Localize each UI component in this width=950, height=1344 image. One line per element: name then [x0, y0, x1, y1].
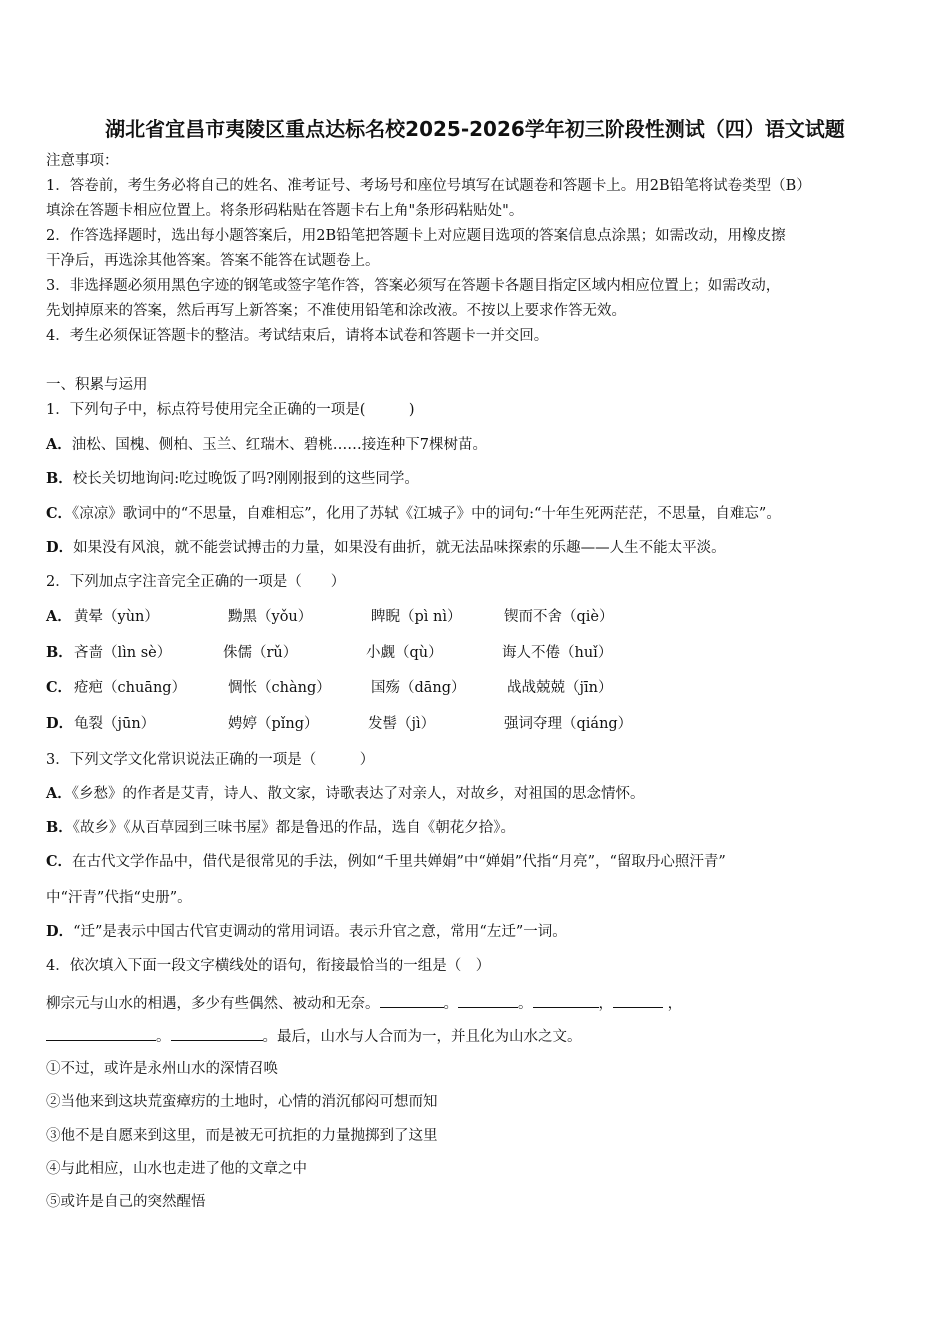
answer-blank[interactable] — [458, 993, 518, 1008]
question-4-choice: ①不过，或许是永州山水的深情召唤 — [46, 1061, 278, 1077]
question-1-option-d: D．如果没有风浪，就不能尝试搏击的力量，如果没有曲折，就无法品味探索的乐趣——人生不能太平淡。 — [46, 539, 726, 556]
question-4-passage: 柳宗元与山水的相遇，多少有些偶然、被动和无奈。 。 。 ， ， — [46, 993, 682, 1013]
answer-blank[interactable] — [613, 993, 663, 1008]
answer-blank[interactable] — [46, 1026, 156, 1041]
question-4-stem: 4．依次填入下面一段文字横线处的语句，衔接最恰当的一组是（ ） — [46, 958, 491, 974]
question-2-option-a: A． 黄晕（yùn） 黝黑（yǒu） 睥睨（pì nì） 锲而不舍（qiè） — [46, 608, 614, 625]
question-3-option-a: A．《乡愁》的作者是艾青，诗人、散文家，诗歌表达了对亲人，对故乡，对祖国的思念情怀。 — [46, 785, 645, 802]
answer-blank[interactable] — [380, 993, 444, 1008]
question-1-option-c: C．《凉凉》歌词中的“不思量，自难相忘”，化用了苏轼《江城子》中的词句:“十年生死两茫茫，不思量，自难忘”。 — [46, 505, 781, 522]
answer-blank[interactable] — [171, 1026, 263, 1041]
notice-line: 填涂在答题卡相应位置上。将条形码粘贴在答题卡右上角"条形码粘贴处"。 — [46, 203, 524, 219]
notice-line: 2．作答选择题时，选出每小题答案后，用2B铅笔把答题卡上对应题目选项的答案信息点涂黑；如需改动，用橡皮擦 — [46, 228, 786, 244]
question-3-option-d: D．“迁”是表示中国古代官吏调动的常用词语。表示升官之意，常用“左迁”一词。 — [46, 923, 567, 940]
question-1-option-b: B．校长关切地询问:吃过晚饭了吗?刚刚报到的这些同学。 — [46, 470, 419, 487]
question-4-passage-cont: 。 。最后，山水与人合而为一，并且化为山水之文。 — [46, 1026, 582, 1046]
section-heading: 一、积累与运用 — [46, 377, 148, 393]
notice-heading: 注意事项： — [46, 153, 119, 169]
answer-blank[interactable] — [533, 993, 599, 1008]
question-3-stem: 3．下列文学文化常识说法正确的一项是（ ） — [46, 752, 375, 768]
notice-line: 先划掉原来的答案，然后再写上新答案；不准使用铅笔和涂改液。不按以上要求作答无效。 — [46, 303, 626, 319]
question-4-choice: ②当他来到这块荒蛮瘴疠的土地时，心情的消沉郁闷可想而知 — [46, 1094, 438, 1110]
question-1-option-a: A．油松、国槐、侧柏、玉兰、红瑞木、碧桃……接连种下7棵树苗。 — [46, 436, 487, 453]
question-2-option-b: B． 吝啬（lìn sè） 侏儒（rǔ） 小觑（qù） 诲人不倦（huǐ） — [46, 644, 613, 661]
question-2-option-d: D． 龟裂（jūn） 娉婷（pǐng） 发髻（jì） 强词夺理（qiáng） — [46, 715, 633, 732]
page-title: 湖北省宜昌市夷陵区重点达标名校2025-2026学年初三阶段性测试（四）语文试题 — [105, 117, 845, 141]
question-4-choice: ③他不是自愿来到这里，而是被无可抗拒的力量抛掷到了这里 — [46, 1128, 438, 1144]
question-1-stem: 1．下列句子中，标点符号使用完全正确的一项是( ) — [46, 402, 415, 418]
notice-line: 干净后，再选涂其他答案。答案不能答在试题卷上。 — [46, 253, 380, 269]
notice-line: 1．答卷前，考生务必将自己的姓名、准考证号、考场号和座位号填写在试题卷和答题卡上。用2B铅笔将试卷类型（B） — [46, 178, 811, 194]
question-2-option-c: C． 疮疤（chuāng） 惆怅（chàng） 国殇（dāng） 战战兢兢（jīn） — [46, 679, 613, 696]
question-3-option-b: B．《故乡》《从百草园到三味书屋》都是鲁迅的作品，选自《朝花夕拾》。 — [46, 819, 516, 836]
question-3-option-c: C．在古代文学作品中，借代是很常见的手法，例如“千里共婵娟”中“婵娟”代指“月亮”，“留取丹心照汗青” — [46, 853, 726, 870]
notice-line: 4．考生必须保证答题卡的整洁。考试结束后，请将本试卷和答题卡一并交回。 — [46, 328, 549, 344]
notice-line: 3．非选择题必须用黑色字迹的钢笔或签字笔作答，答案必须写在答题卡各题目指定区域内相应位置上；如需改动， — [46, 278, 781, 294]
question-4-choice: ④与此相应，山水也走进了他的文章之中 — [46, 1161, 307, 1177]
question-3-option-c-cont: 中“汗青”代指“史册”。 — [46, 890, 192, 906]
question-2-stem: 2．下列加点字注音完全正确的一项是（ ） — [46, 574, 346, 590]
question-4-choice: ⑤或许是自己的突然醒悟 — [46, 1194, 206, 1210]
